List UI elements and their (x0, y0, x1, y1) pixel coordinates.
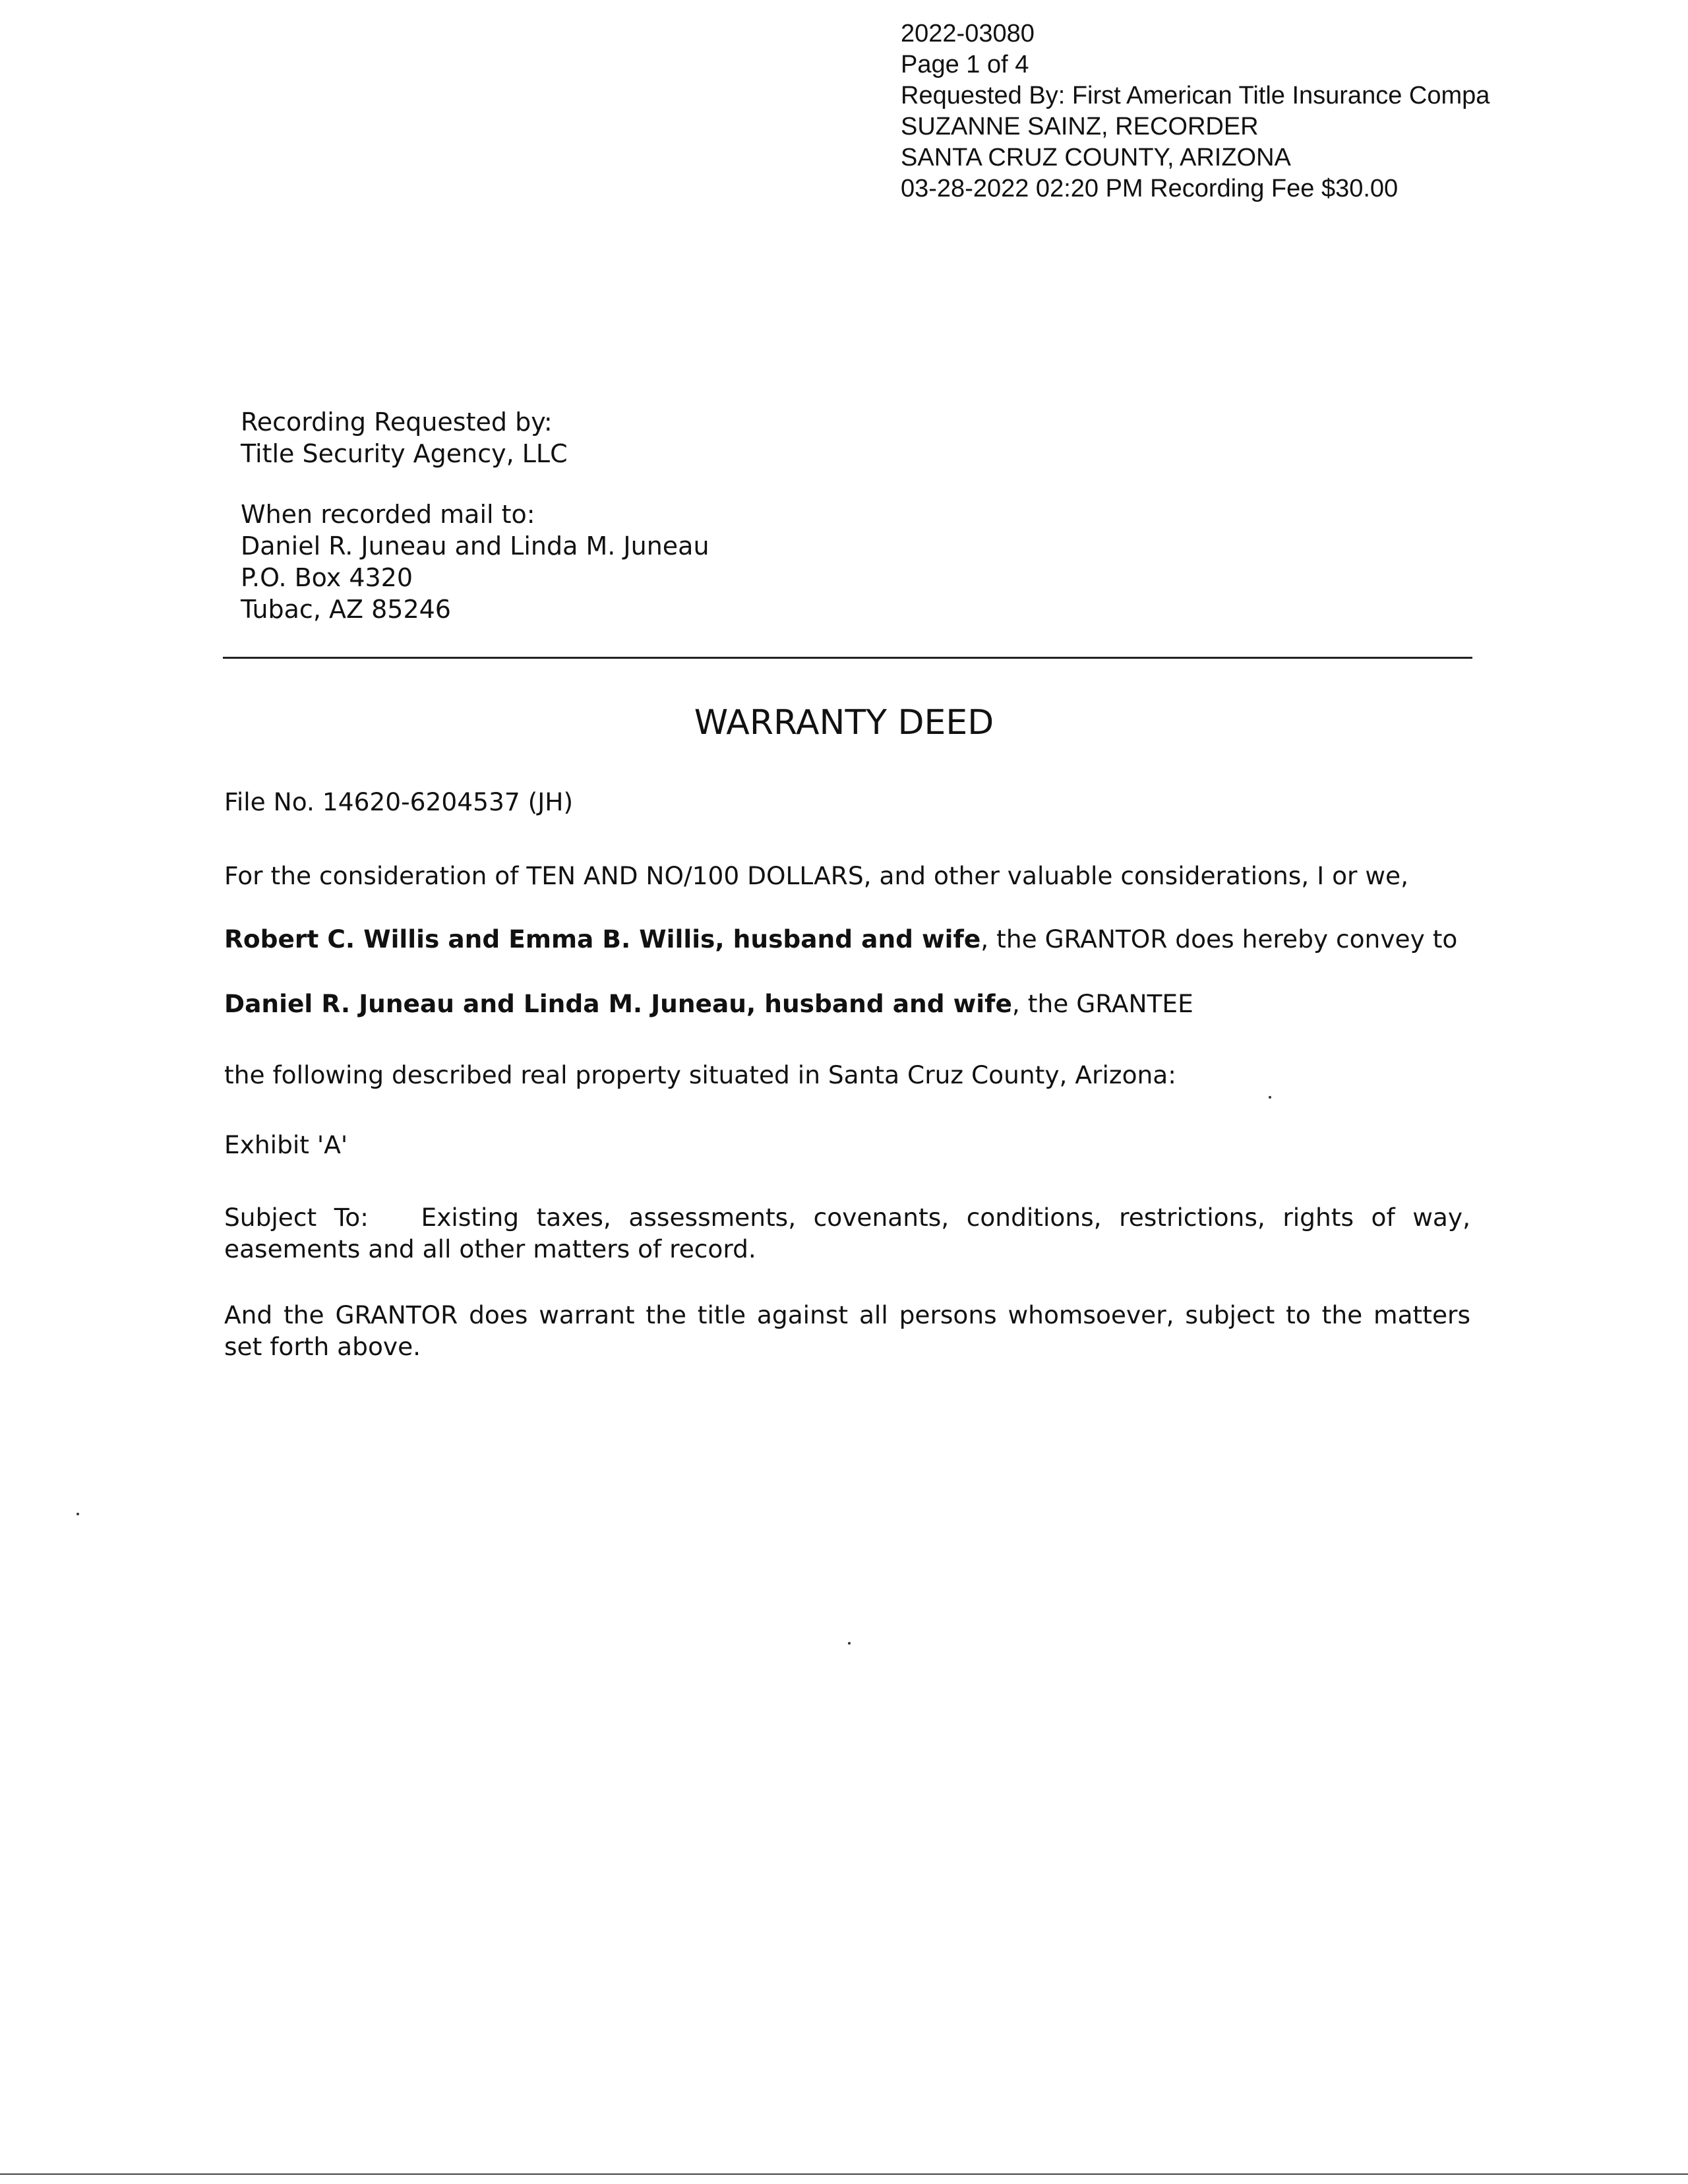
mail-to-address: P.O. Box 4320 (241, 563, 413, 592)
scan-speck (848, 1642, 851, 1645)
header-divider (223, 657, 1472, 659)
mail-to-label: When recorded mail to: (241, 500, 535, 529)
file-number: File No. 14620-6204537 (JH) (224, 787, 574, 816)
grantee-names: Daniel R. Juneau and Linda M. Juneau, husband and wife (224, 989, 1012, 1018)
grantor-paragraph (224, 923, 1470, 955)
recording-stamp (901, 18, 1490, 204)
recorder-county: SANTA CRUZ COUNTY, ARIZONA (901, 144, 1291, 171)
grantor-names: Robert C. Willis and Emma B. Willis, husband and wife (224, 925, 981, 954)
exhibit-reference: Exhibit 'A' (224, 1130, 348, 1159)
scan-speck (76, 1513, 79, 1515)
spacer (241, 470, 709, 499)
document-number: 2022-03080 (901, 20, 1035, 47)
page-bottom-edge (0, 2173, 1688, 2175)
property-intro: the following described real property situated in Santa Cruz County, Arizona: (224, 1060, 1176, 1089)
mail-to-name: Daniel R. Juneau and Linda M. Juneau (241, 531, 709, 561)
grantee-suffix: , the GRANTEE (1011, 989, 1193, 1018)
warranty-paragraph: And the GRANTOR does warrant the title against all persons whomsoever, subject to the matters set forth above. (224, 1300, 1470, 1361)
consideration-paragraph: For the consideration of TEN AND NO/100 DOLLARS, and other valuable considerations, I or we, (224, 861, 1409, 890)
scan-speck (1269, 1096, 1271, 1099)
mail-to-city: Tubac, AZ 85246 (241, 595, 451, 624)
recording-info-block (241, 406, 709, 625)
recorder-name: SUZANNE SAINZ, RECORDER (901, 113, 1259, 140)
grantor-suffix: , the GRANTOR does hereby convey to (980, 925, 1458, 954)
requested-by-name: Title Security Agency, LLC (241, 439, 568, 468)
page-info: Page 1 of 4 (901, 51, 1029, 78)
grantee-paragraph (224, 988, 1470, 1019)
subject-to-paragraph: Subject To: Existing taxes, assessments, covenants, conditions, restrictions, rights of way, easements and all other matters of record. (224, 1203, 1478, 1263)
requested-by-label: Recording Requested by: (241, 408, 553, 437)
document-title: WARRANTY DEED (694, 703, 994, 743)
stamp-requested-by: Requested By: First American Title Insurance Compa (901, 82, 1490, 109)
recording-datetime-fee: 03-28-2022 02:20 PM Recording Fee $30.00 (901, 175, 1399, 202)
